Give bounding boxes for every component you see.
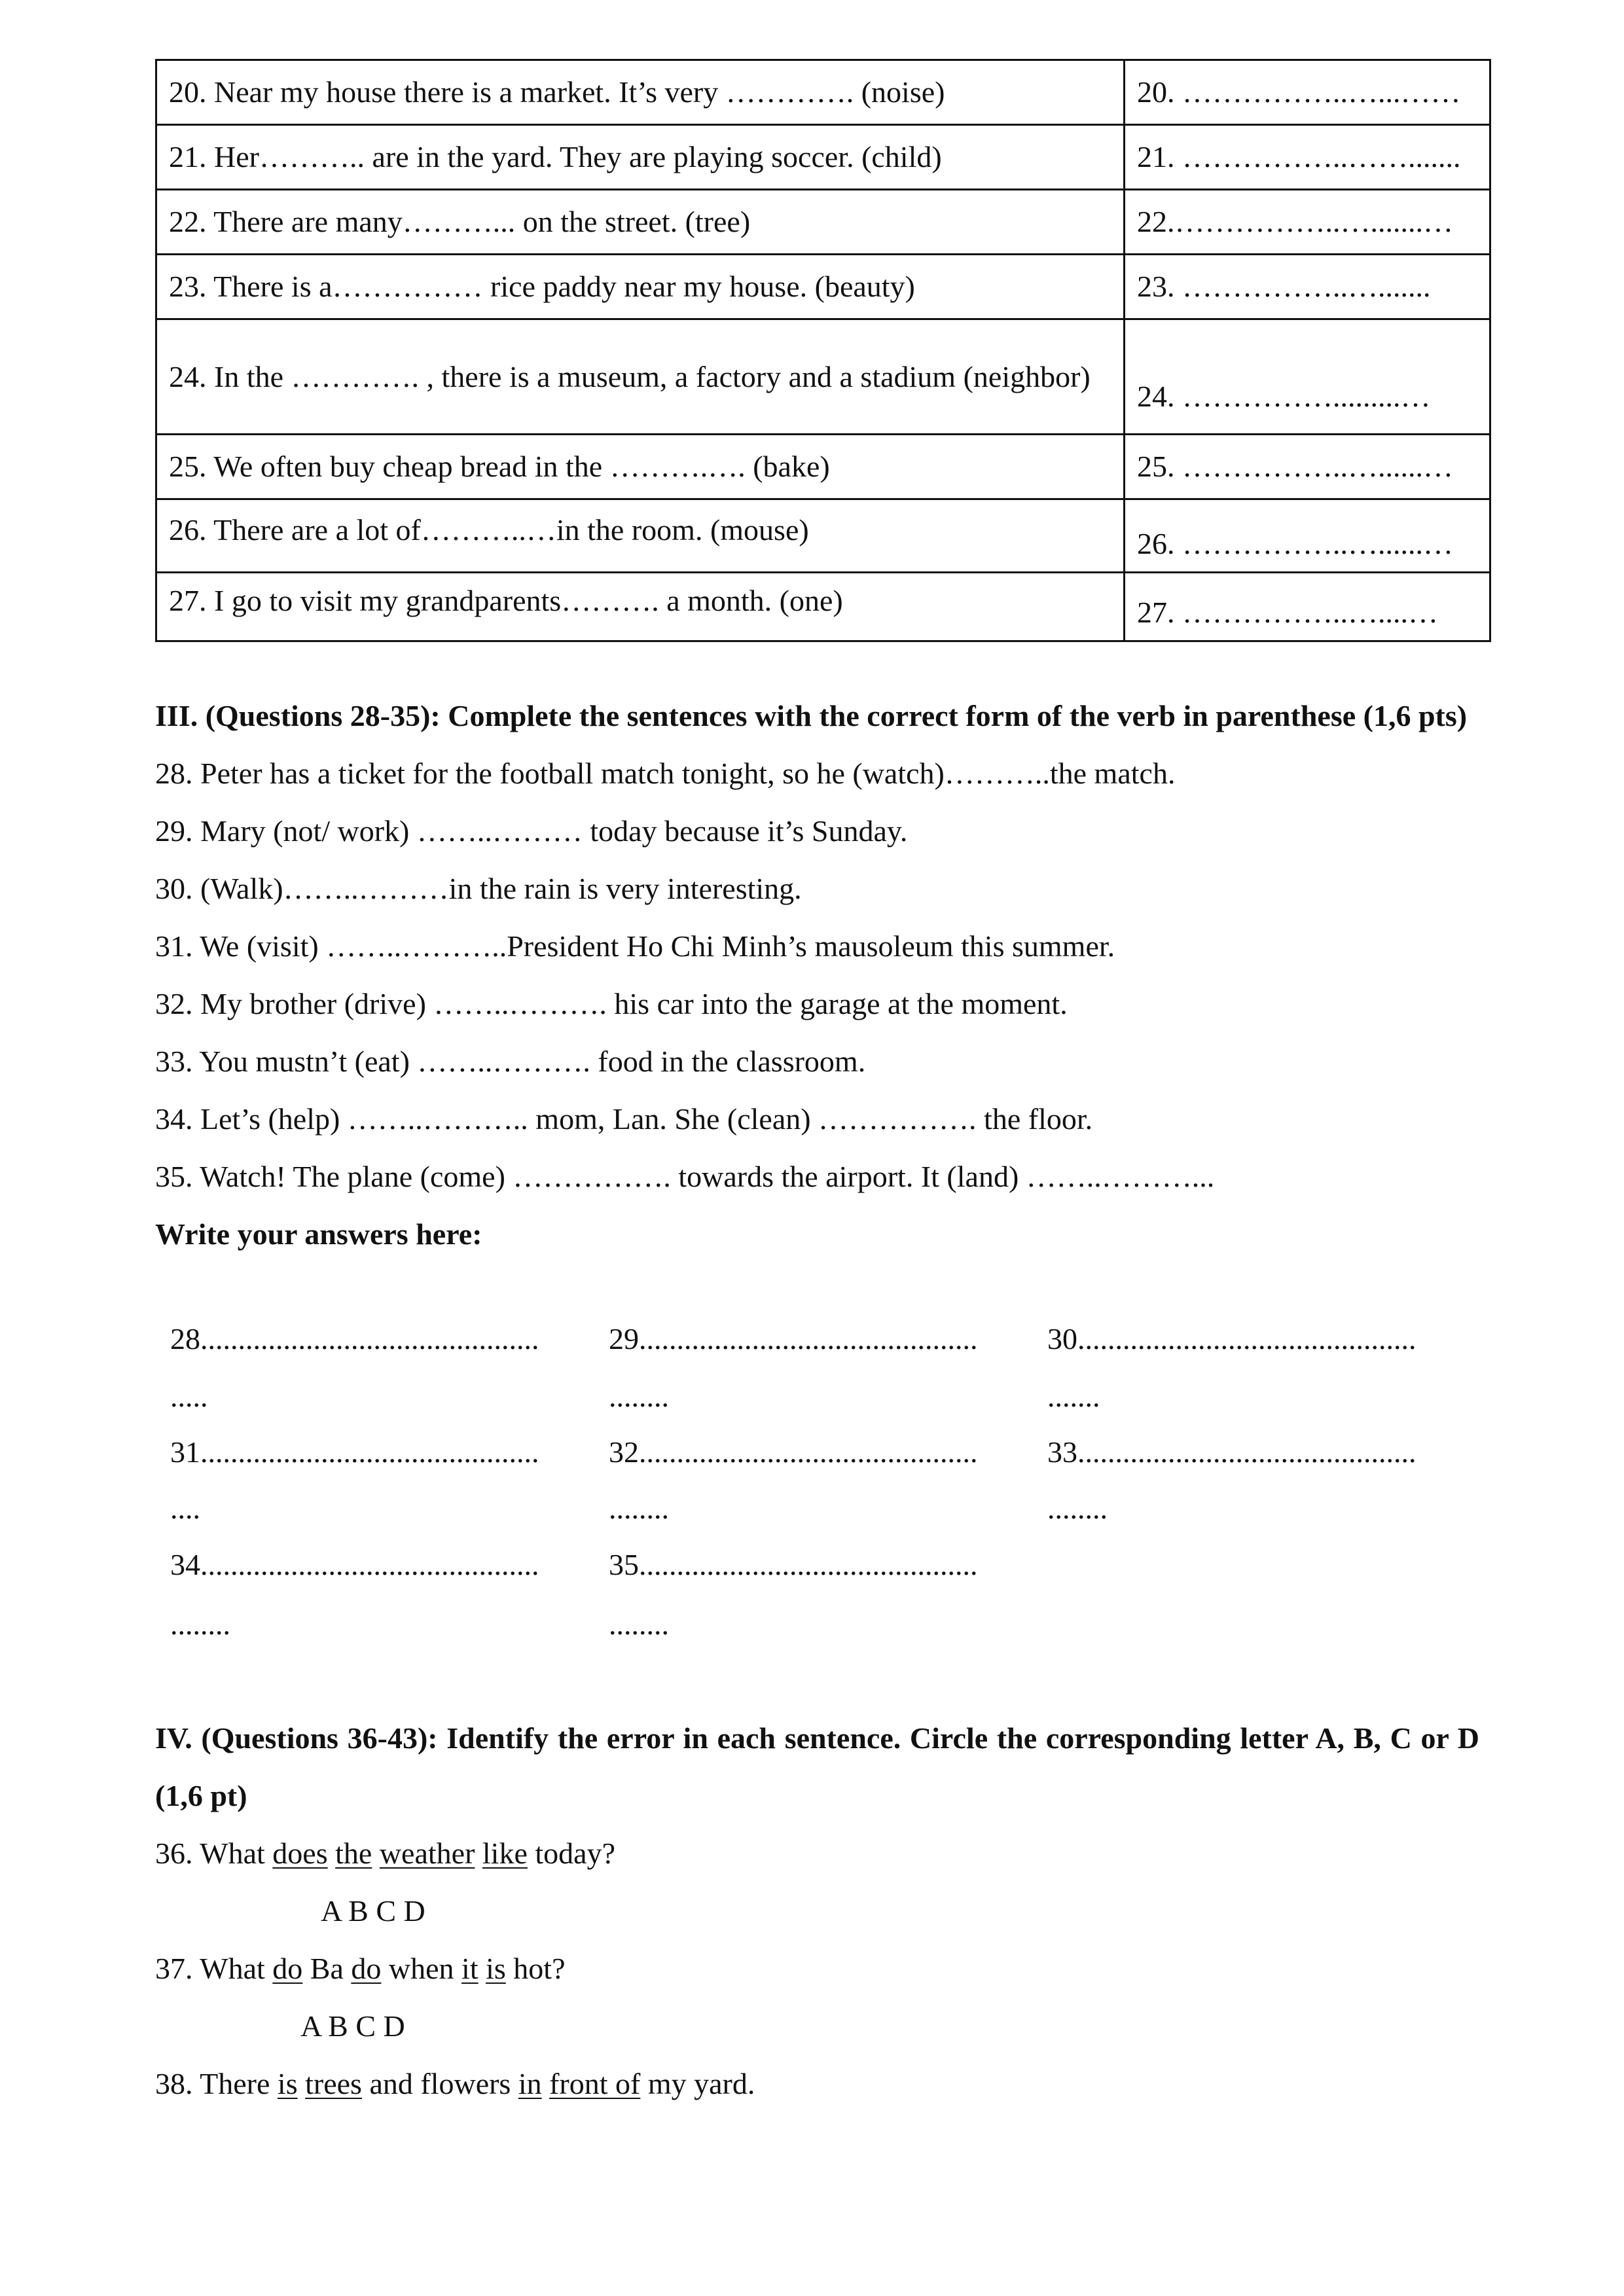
- answer-line-cont: ........: [1047, 1492, 1108, 1525]
- answer-line-cont: ........: [170, 1607, 230, 1641]
- section-4-heading: IV. (Questions 36-43): Identify the error in each sentence. Circle the corresponding letter A, B, C or D (1,6 pt): [155, 1721, 1479, 1812]
- answer-line-31: 31.............................................: [170, 1435, 539, 1469]
- question-cell: 23. There is a…………… rice paddy near my house. (beauty): [156, 255, 1125, 319]
- answer-cell: 26. ……………..…......…: [1125, 499, 1490, 573]
- question-37: [155, 1940, 1479, 1998]
- question-cell: 27. I go to visit my grandparents………. a month. (one): [156, 573, 1125, 641]
- question-cell: 24. In the …………. , there is a museum, a factory and a stadium (neighbor): [156, 319, 1125, 435]
- answer-line-32: 32.............................................: [609, 1435, 978, 1469]
- table-row: [156, 499, 1490, 573]
- q36-text: [328, 1837, 336, 1870]
- q36-letters: A B C D: [321, 1894, 425, 1928]
- answer-cell: 27. ……………..…....…: [1125, 573, 1490, 641]
- answer-cell: 25. ……………..…......…: [1125, 435, 1490, 499]
- q38-text: my yard.: [640, 2067, 755, 2100]
- answer-row: [170, 1536, 1479, 1594]
- section-4: [155, 1710, 1479, 2113]
- question-cell: 20. Near my house there is a market. It’s very …………. (noise): [156, 60, 1125, 125]
- question-31: 31. We (visit) ……..………..President Ho Chi Minh’s mausoleum this summer.: [155, 929, 1115, 963]
- question-29: 29. Mary (not/ work) ……..……… today because it’s Sunday.: [155, 814, 908, 848]
- q38-text: [298, 2067, 306, 2100]
- q37-text: hot?: [505, 1952, 566, 1985]
- answer-row: [170, 1310, 1479, 1368]
- answer-line-cont: .....: [170, 1380, 208, 1413]
- q37-text: Ba: [302, 1952, 352, 1985]
- answer-cell: 24. …………….........…: [1125, 319, 1490, 435]
- q37-option-b[interactable]: do: [351, 1952, 382, 1985]
- q38-text: and flowers: [361, 2067, 518, 2100]
- q38-option-c[interactable]: in: [518, 2067, 542, 2100]
- question-cell: 26. There are a lot of………..…in the room. (mouse): [156, 499, 1125, 573]
- q38-text: [542, 2067, 550, 2100]
- q36-option-b[interactable]: the: [335, 1837, 372, 1870]
- table-row: [156, 190, 1490, 255]
- section-3-heading: III. (Questions 28-35): Complete the sentences with the correct form of the verb in parenthese (1,6 pts): [155, 699, 1468, 732]
- table-row: [156, 125, 1490, 190]
- question-cell: 21. Her……….. are in the yard. They are playing soccer. (child): [156, 125, 1125, 190]
- answer-cell: 22.……………..….......…: [1125, 190, 1490, 255]
- answer-cell: 21. ……………..…….......: [1125, 125, 1490, 190]
- q37-text: 37. What: [155, 1952, 273, 1985]
- q36-option-a[interactable]: does: [272, 1837, 328, 1870]
- answer-line-28: 28.............................................: [170, 1322, 539, 1355]
- question-35: 35. Watch! The plane (come) ……………. towards the airport. It (land) ……..………...: [155, 1160, 1215, 1193]
- answer-row: [170, 1424, 1479, 1481]
- answer-row: [170, 1480, 1479, 1537]
- question-28: 28. Peter has a ticket for the football match tonight, so he (watch)………..the match.: [155, 757, 1176, 790]
- table-row: [156, 60, 1490, 125]
- answer-row: [170, 1596, 1479, 1653]
- question-36: [155, 1825, 1479, 1882]
- q36-text: [372, 1837, 380, 1870]
- answer-line-30: 30.............................................: [1047, 1322, 1416, 1355]
- question-cell: 25. We often buy cheap bread in the ……….…. (bake): [156, 435, 1125, 499]
- answer-line-34: 34.............................................: [170, 1548, 539, 1581]
- table-row: [156, 255, 1490, 319]
- word-form-table: [155, 59, 1491, 642]
- q37-option-c[interactable]: it: [461, 1952, 478, 1985]
- answer-line-cont: ........: [609, 1492, 669, 1525]
- question-30: 30. (Walk)……..………in the rain is very interesting.: [155, 872, 802, 905]
- q38-text: 38. There: [155, 2067, 278, 2100]
- question-38: [155, 2055, 1479, 2113]
- answer-cell: 20. ……………..…...……: [1125, 60, 1490, 125]
- section-3: [155, 687, 1479, 1263]
- answer-line-33: 33.............................................: [1047, 1435, 1416, 1469]
- answer-line-cont: ........: [609, 1380, 669, 1413]
- answer-line-29: 29.............................................: [609, 1322, 978, 1355]
- q36-option-d[interactable]: like: [482, 1837, 528, 1870]
- table-row: [156, 435, 1490, 499]
- q38-option-d[interactable]: front of: [549, 2067, 641, 2100]
- q37-letters: A B C D: [300, 2009, 405, 2043]
- q37-text: when: [381, 1952, 462, 1985]
- question-34: 34. Let’s (help) ……..……….. mom, Lan. She (clean) ……………. the floor.: [155, 1102, 1093, 1136]
- question-cell: 22. There are many………... on the street. (tree): [156, 190, 1125, 255]
- q37-option-a[interactable]: do: [272, 1952, 303, 1985]
- answer-line-cont: ........: [609, 1607, 669, 1641]
- q36-text: [475, 1837, 482, 1870]
- q36-text: 36. What: [155, 1837, 273, 1870]
- q38-option-a[interactable]: is: [277, 2067, 298, 2100]
- q36-option-c[interactable]: weather: [379, 1837, 475, 1870]
- answer-line-35: 35.............................................: [609, 1548, 978, 1581]
- answers-label: Write your answers here:: [155, 1217, 482, 1251]
- answer-row: [170, 1368, 1479, 1426]
- q38-option-b[interactable]: trees: [305, 2067, 362, 2100]
- q37-text: [478, 1952, 486, 1985]
- answer-line-cont: .......: [1047, 1380, 1100, 1413]
- answer-line-cont: ....: [170, 1492, 200, 1525]
- q37-option-d[interactable]: is: [486, 1952, 506, 1985]
- question-33: 33. You mustn’t (eat) ……..………. food in the classroom.: [155, 1045, 866, 1078]
- question-32: 32. My brother (drive) ……..………. his car into the garage at the moment.: [155, 987, 1068, 1020]
- q36-text: today?: [527, 1837, 616, 1870]
- answer-cell: 23. ……………..….......: [1125, 255, 1490, 319]
- table-row: [156, 319, 1490, 435]
- table-row: [156, 573, 1490, 641]
